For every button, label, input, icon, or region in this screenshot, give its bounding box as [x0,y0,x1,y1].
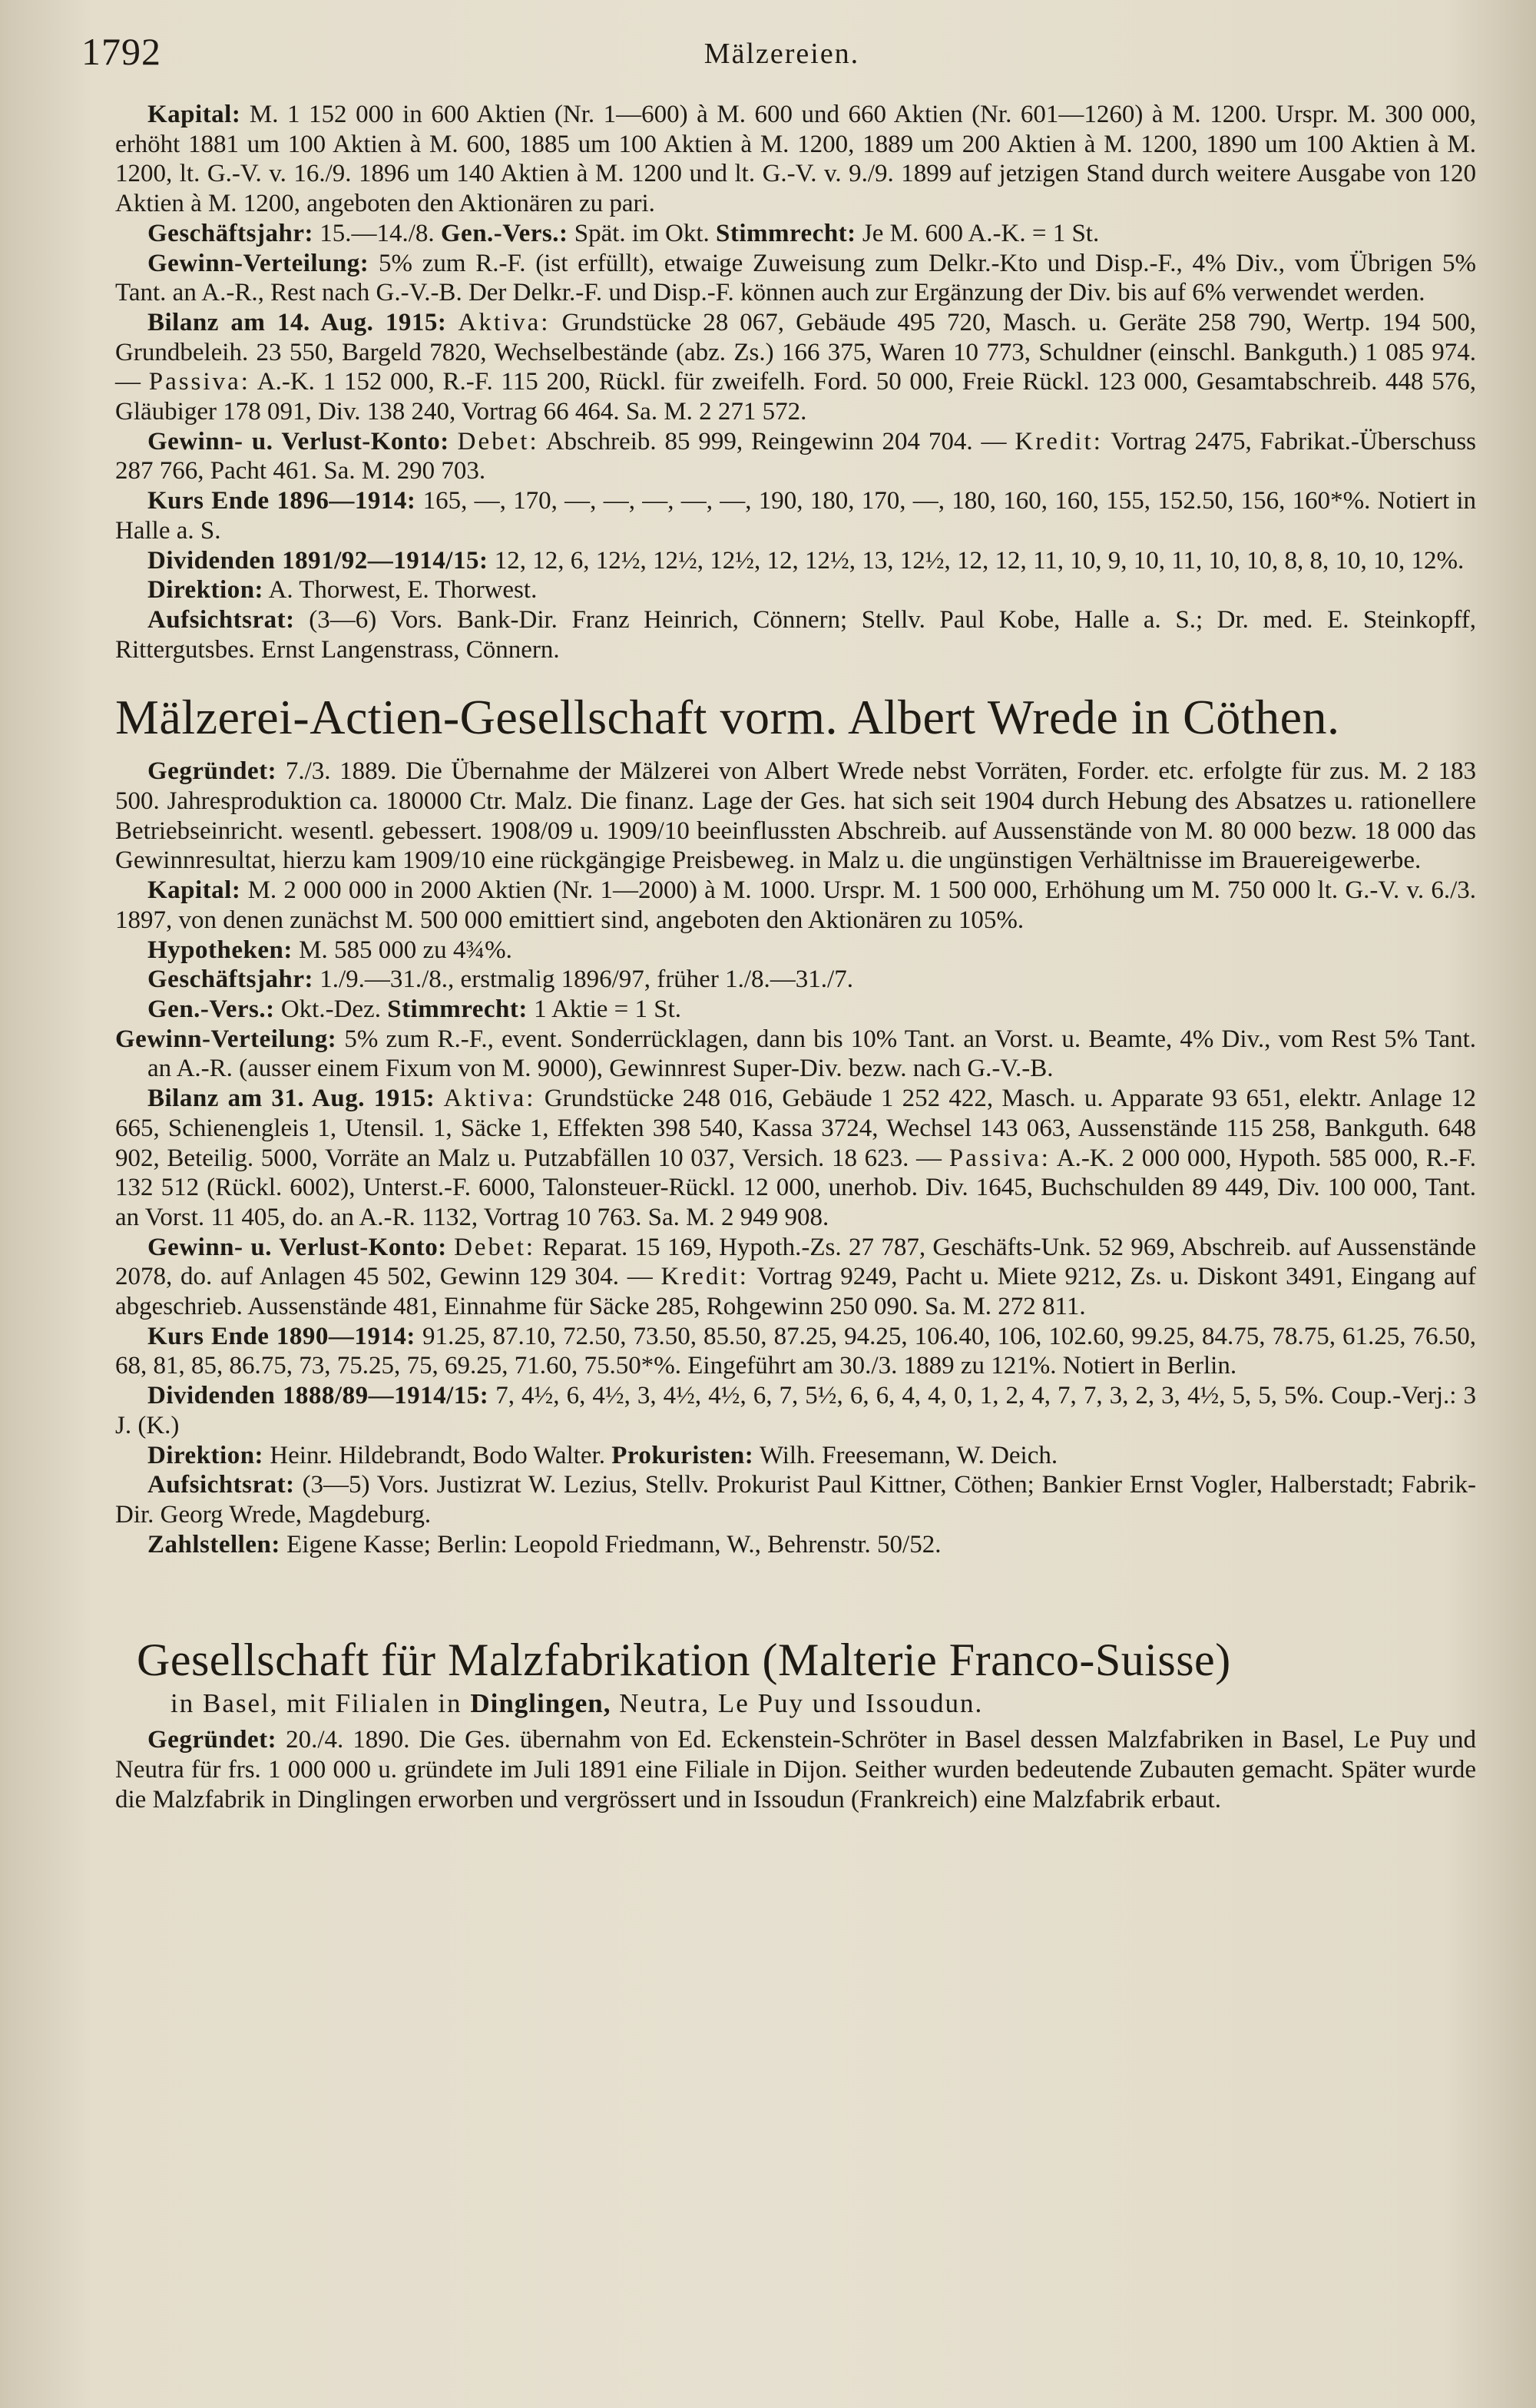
aufsichtsrat-label: Aufsichtsrat: [147,1471,295,1499]
zahlstellen-text: Eigene Kasse; Berlin: Leopold Friedmann, W., Behrenstr. 50/52. [286,1530,942,1558]
location-pre: in Basel, mit Filialen in [170,1688,462,1719]
aufsichtsrat-text: (3—6) Vors. Bank-Dir. Franz Heinrich, Cönnern; Stellv. Paul Kobe, Halle a. S.; Dr. med. E. Steinkopff, Rittergutsbes. Ernst Langenstrass, Cönnern. [115,605,1476,664]
aufsichtsrat-paragraph [115,1470,1476,1529]
aktiva-label: Aktiva: [443,1085,536,1113]
genvers-paragraph [115,995,1476,1025]
zahlstellen-paragraph [115,1530,1476,1560]
gegruendet-paragraph [115,757,1476,876]
gewinn-verteilung-label: Gewinn-Verteilung: [115,1025,337,1053]
guv-label: Gewinn- u. Verlust-Konto: [147,1233,447,1261]
genvers-text: Spät. im Okt. [574,219,710,247]
direktion-paragraph [115,1441,1476,1471]
bilanz-label: Bilanz am 31. Aug. 1915: [147,1085,435,1113]
kapital-paragraph [115,876,1476,935]
hypotheken-paragraph [115,936,1476,966]
gegruendet-paragraph [115,1725,1476,1814]
geschaeftsjahr-paragraph [115,219,1476,249]
dividenden-paragraph [115,546,1476,576]
zahlstellen-label: Zahlstellen: [147,1530,280,1558]
kurs-paragraph [115,486,1476,545]
genvers-text: Okt.-Dez. [280,995,381,1023]
passiva-label: Passiva: [148,368,250,396]
hypotheken-text: M. 585 000 zu 4¾%. [299,936,512,964]
debet-label: Debet: [457,427,539,455]
gewinn-verteilung-text: 5% zum R.-F., event. Sonderrücklagen, dann bis 10% Tant. an Vorst. u. Beamte, 4% Div., vom Rest 5% Tant. an A.-R. (ausser einem Fixum von M. 9000), Gewinnrest Super-Div. bezw. nach G.-V.-B. [147,1025,1476,1083]
aufsichtsrat-text: (3—5) Vors. Justizrat W. Lezius, Stellv. Prokurist Paul Kittner, Cöthen; Bankier Ernst Vogler, Halberstadt; Fabrik-Dir. Georg Wrede, Magdeburg. [115,1471,1476,1529]
kapital-paragraph [115,100,1476,219]
kredit-label: Kredit: [1015,427,1103,455]
guv-label: Gewinn- u. Verlust-Konto: [147,427,449,455]
passiva-text: A.-K. 1 152 000, R.-F. 115 200, Rückl. für zweifelh. Ford. 50 000, Freie Rückl. 123 000, Gesamtabschreib. 448 576, Gläubiger 178 091, Div. 138 240, Vortrag 66 464. Sa. M. 2 271 572. [115,368,1476,426]
debet-label: Debet: [454,1233,536,1261]
gewinn-verteilung-text: 5% zum R.-F. (ist erfüllt), etwaige Zuweisung zum Delkr.-Kto und Disp.-F., 4% Div., vom Übrigen 5% Tant. an A.-R., Rest nach G.-V.-B. Der Delkr.-F. und Disp.-F. können auch zur Ergänzung der Div. bis auf 6% verwendet werden. [115,249,1476,307]
stimmrecht-text: Je M. 600 A.-K. = 1 St. [862,219,1100,247]
debet-text: Reparat. 15 169, Hypoth.-Zs. 27 787, Geschäfts-Unk. 52 969, Abschreib. auf Aussenstände 2078, do. auf Anlagen 45 502, Gewinn 129 304. — [115,1233,1477,1291]
aktiva-text: Grundstücke 248 016, Gebäude 1 252 422, Masch. u. Apparate 93 651, elektr. Anlage 12 665, Schienengleis 1, Utensil. 1, Säcke 1, Effekten 398 540, Kassa 3724, Wechsel 143 063, Aussenstände 115 258, Bankguth. 648 902, Beteilig. 5000, Vorräte an Malz u. Putzabfällen 10 037, Versich. 18 623. — [115,1085,1477,1172]
entry-malterie [115,1725,1476,1814]
entry-wrede [115,757,1476,1559]
gegruendet-label: Gegründet: [147,1726,277,1754]
gewinn-verteilung-paragraph [115,249,1476,308]
guv-paragraph [115,1233,1476,1322]
direktion-text: Heinr. Hildebrandt, Bodo Walter. [270,1441,605,1469]
dividenden-label: Dividenden 1888/89—1914/15: [147,1382,489,1410]
aufsichtsrat-label: Aufsichtsrat: [147,605,295,634]
aufsichtsrat-paragraph [115,605,1476,664]
direktion-text: A. Thorwest, E. Thorwest. [268,576,538,604]
genvers-label: Gen.-Vers.: [440,219,568,247]
entry-previous-company [115,100,1476,664]
genvers-label: Gen.-Vers.: [147,995,275,1023]
passiva-text: A.-K. 2 000 000, Hypoth. 585 000, R.-F. 132 512 (Rückl. 6002), Unterst.-F. 6000, Talonsteuer-Rückl. 12 000, unerhob. Div. 1645, Buchschulden 89 449, Div. 100 000, Tant. an Vorst. 11 405, do. an A.-R. 1132, Vortrag 10 763. Sa. M. 2 949 908. [115,1144,1476,1231]
aktiva-label: Aktiva: [458,308,551,336]
gewinn-verteilung-label: Gewinn-Verteilung: [147,249,369,277]
kurs-text: 91.25, 87.10, 72.50, 73.50, 85.50, 87.25, 94.25, 106.40, 106, 102.60, 99.25, 84.75, 78.75, 61.25, 76.50, 68, 81, 85, 86.75, 73, 75.25, 75, 69.25, 71.60, 75.50*%. Eingeführt am 30./3. 1889 zu 121%. Notiert in Berlin. [115,1322,1477,1380]
hypotheken-label: Hypotheken: [147,936,293,964]
stimmrecht-label: Stimmrecht: [716,219,856,247]
bilanz-paragraph [115,308,1476,427]
kapital-label: Kapital: [147,101,241,128]
location-bold: Dinglingen, [470,1688,611,1719]
gegruendet-label: Gegründet: [147,757,277,786]
geschaeftsjahr-paragraph [115,965,1476,995]
direktion-paragraph [115,575,1476,605]
geschaeftsjahr-label: Geschäftsjahr: [147,966,313,994]
gegruendet-text: 7./3. 1889. Die Übernahme der Mälzerei von Albert Wrede nebst Vorräten, Forder. etc. erfolgte für zus. M. 2 183 500. Jahresproduktion ca. 180000 Ctr. Malz. Die finanz. Lage der Ges. hat sich seit 1904 durch Hebung des Absatzes u. rationellere Betriebseinricht. wesentl. gebessert. 1908/09 u. 1909/10 beeinflussten Abschreib. auf Aussenstände von M. 80 000 bezw. 18 000 das Gewinnresultat, hierzu kam 1909/10 eine rückgängige Preisbeweg. in Malz u. die ungünstigen Verhältnisse im Brauereigewerbe. [115,757,1476,875]
bilanz-paragraph [115,1084,1476,1233]
prokuristen-text: Wilh. Freesemann, W. Deich. [759,1441,1058,1469]
kurs-paragraph [115,1322,1476,1381]
geschaeftsjahr-text: 1./9.—31./8., erstmalig 1896/97, früher 1./8.—31./7. [319,966,853,994]
passiva-label: Passiva: [948,1144,1051,1172]
direktion-label: Direktion: [147,1441,264,1469]
gewinn-verteilung-paragraph [115,1025,1476,1084]
geschaeftsjahr-label: Geschäftsjahr: [147,219,313,247]
prokuristen-label: Prokuristen: [611,1441,754,1469]
running-title: Mälzereien. [703,38,860,70]
dividenden-paragraph [115,1381,1476,1440]
geschaeftsjahr-text: 15.—14./8. [319,219,435,247]
dividenden-text: 12, 12, 6, 12½, 12½, 12½, 12, 12½, 13, 12½, 12, 12, 11, 10, 9, 10, 11, 10, 10, 8, 8, 10, 10, 12%. [494,546,1465,575]
direktion-label: Direktion: [147,576,264,604]
company-location [170,1687,1476,1721]
kapital-label: Kapital: [147,876,241,905]
text-column [115,100,1476,1814]
aktiva-text: Grundstücke 28 067, Gebäude 495 720, Masch. u. Geräte 258 790, Wertp. 194 500, Grundbeleih. 23 550, Bargeld 7820, Wechselbestände (abz. Zs.) 166 375, Waren 10 773, Schuldner (einschl. Bankguth.) 1 085 974. — [115,308,1477,396]
dividenden-text: 7, 4½, 6, 4½, 3, 4½, 4½, 6, 7, 5½, 6, 6, 4, 4, 0, 1, 2, 4, 7, 7, 3, 2, 3, 4½, 5, 5, 5%. Coup.-Verj.: 3 J. (K.) [115,1382,1476,1439]
kurs-label: Kurs Ende 1896—1914: [147,487,416,515]
guv-paragraph [115,427,1476,486]
kurs-text: 165, —, 170, —, —, —, —, —, 190, 180, 170, —, 180, 160, 160, 155, 152.50, 156, 160*%. Notiert in Halle a. S. [115,487,1476,545]
stimmrecht-label: Stimmrecht: [387,995,528,1023]
gegruendet-text: 20./4. 1890. Die Ges. übernahm von Ed. Eckenstein-Schröter in Basel dessen Malzfabriken in Basel, Le Puy und Neutra für frs. 1 000 000 u. gründete im Juli 1891 eine Filiale in Dijon. Seither wurden bedeutende Zubauten gemacht. Später wurde die Malzfabrik in Dinglingen erworben und vergrössert und in Issoudun (Frankreich) eine Malzfabrik erbaut. [115,1726,1477,1813]
kapital-text: M. 1 152 000 in 600 Aktien (Nr. 1—600) à M. 600 und 660 Aktien (Nr. 601—1260) à M. 1200. Urspr. M. 300 000, erhöht 1881 um 100 Aktien à M. 600, 1885 um 100 Aktien à M. 1200, 1889 um 200 Aktien à M. 1200, 1890 um 100 Aktien à M. 1200, lt. G.-V. v. 16./9. 1896 um 140 Aktien à M. 1200 und lt. G.-V. v. 9./9. 1899 auf jetzigen Stand durch weitere Ausgabe von 120 Aktien à M. 1200, angeboten den Aktionären zu pari. [115,101,1477,218]
company-title-wrede: Mälzerei-Actien-Gesellschaft vorm. Albert Wrede in Cöthen. [115,690,1340,745]
dividenden-label: Dividenden 1891/92—1914/15: [147,546,488,575]
location-post: Neutra, Le Puy und Issoudun. [619,1688,984,1719]
kredit-text: Vortrag 2475, Fabrikat.-Überschuss 287 766, Pacht 461. Sa. M. 290 703. [115,427,1477,485]
page-header [81,29,1482,75]
bilanz-label: Bilanz am 14. Aug. 1915: [147,308,447,336]
company-title-malterie: Gesellschaft für Malzfabrikation (Malterie Franco-Suisse) [137,1635,1231,1686]
kredit-text: Vortrag 9249, Pacht u. Miete 9212, Zs. u. Diskont 3491, Eingang auf abgeschrieb. Aussenstände 481, Einnahme für Säcke 285, Rohgewinn 250 090. Sa. M. 272 811. [115,1263,1477,1321]
stimmrecht-text: 1 Aktie = 1 St. [534,995,682,1023]
debet-text: Abschreib. 85 999, Reingewinn 204 704. — [545,427,1007,455]
kurs-label: Kurs Ende 1890—1914: [147,1322,415,1350]
kredit-label: Kredit: [660,1263,749,1291]
kapital-text: M. 2 000 000 in 2000 Aktien (Nr. 1—2000) à M. 1000. Urspr. M. 1 500 000, Erhöhung um M. 750 000 lt. G.-V. v. 6./3. 1897, von denen zunächst M. 500 000 emittiert sind, angeboten den Aktionären zu 105%. [115,876,1476,934]
page-number: 1792 [81,30,161,73]
